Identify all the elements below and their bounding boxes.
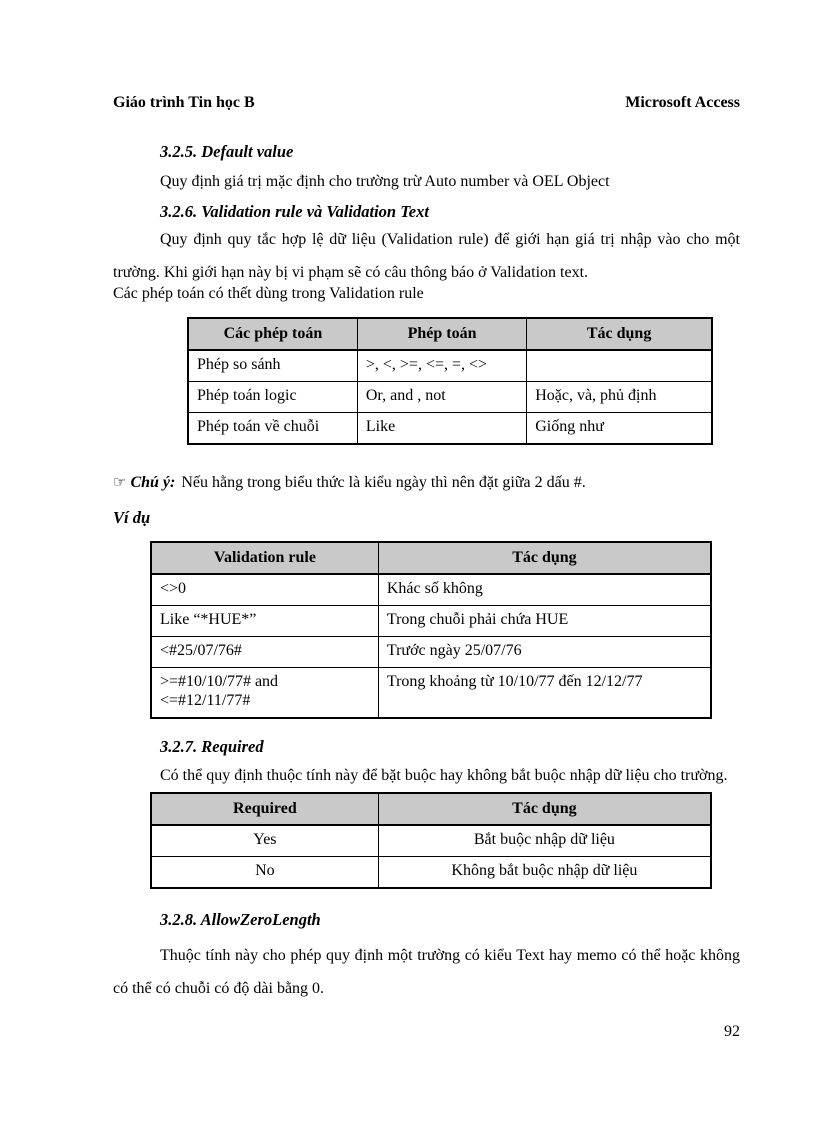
example-heading: Ví dụ [113,508,151,527]
table-cell: Giống như [527,413,712,445]
table-cell: Khác số không [378,574,711,606]
section-body-328: Thuộc tính này cho phép quy định một trường có kiểu Text hay memo có thể hoặc không có thể có chuỗi có độ dài bằng 0. [113,947,740,997]
section-heading-325: 3.2.5. Default value [160,142,294,161]
table-row [151,825,711,857]
table-header-cell: Required [151,793,378,825]
table-cell: Like “*HUE*” [151,606,378,637]
section-heading-328: 3.2.8. AllowZeroLength [160,910,321,929]
required-table [150,792,712,889]
table-header-cell: Tác dụng [378,542,711,574]
section-body-327: Có thể quy định thuộc tính này để bặt buộc hay không bắt buộc nhập dữ liệu cho trường. [160,767,728,784]
table-cell: Trong khoảng từ 10/10/77 đến 12/12/77 [378,668,711,719]
table-cell: <#25/07/76# [151,637,378,668]
table-row [188,413,712,445]
note-line [113,471,740,494]
table-cell: Like [357,413,526,445]
operators-table-intro: Các phép toán có thết dùng trong Validation rule [113,285,424,302]
table-cell: Hoặc, và, phủ định [527,382,712,413]
table-row [188,350,712,382]
table-cell: >, <, >=, <=, =, <> [357,350,526,382]
header-left-title: Giáo trình Tin học B [113,94,255,111]
table-header-row [188,318,712,350]
table-header-cell: Phép toán [357,318,526,350]
table-cell: Or, and , not [357,382,526,413]
table-header-cell: Tác dụng [378,793,711,825]
section-body-326: Quy định quy tắc hợp lệ dữ liệu (Validation rule) để giới hạn giá trị nhập vào cho một trường. Khi giới hạn này bị vi phạm sẽ có câu thông báo ở Validation text. [113,231,740,281]
table-cell: Phép toán về chuỗi [188,413,357,445]
table-row [151,606,711,637]
operators-table [187,317,713,445]
section-body-325: Quy định giá trị mặc định cho trường trừ Auto number và OEL Object [160,173,610,190]
section-heading-327: 3.2.7. Required [160,737,264,756]
table-row [151,668,711,719]
table-header-cell: Validation rule [151,542,378,574]
page-number: 92 [724,1023,740,1040]
table-cell: Trước ngày 25/07/76 [378,637,711,668]
note-text: Nếu hằng trong biểu thức là kiểu ngày thì nên đặt giữa 2 dấu #. [181,474,586,491]
header-right-title: Microsoft Access [625,94,740,111]
table-row [151,574,711,606]
table-cell: <>0 [151,574,378,606]
table-header-cell: Tác dụng [527,318,712,350]
page-header [113,93,740,113]
table-cell: Bắt buộc nhập dữ liệu [378,825,711,857]
table-cell: Phép toán logic [188,382,357,413]
table-row [151,637,711,668]
table-cell: Yes [151,825,378,857]
note-label: Chú ý: [130,474,176,491]
table-header-row [151,793,711,825]
validation-examples-table [150,541,712,719]
table-cell: Trong chuỗi phải chứa HUE [378,606,711,637]
table-row [151,857,711,889]
table-cell: No [151,857,378,889]
pointing-hand-icon: ☞ [113,473,127,491]
section-heading-326: 3.2.6. Validation rule và Validation Text [160,202,429,221]
table-cell [527,350,712,382]
table-row [188,382,712,413]
table-cell: >=#10/10/77# and <=#12/11/77# [151,668,378,719]
table-header-row [151,542,711,574]
table-cell: Phép so sánh [188,350,357,382]
table-cell: Không bắt buộc nhập dữ liệu [378,857,711,889]
table-header-cell: Các phép toán [188,318,357,350]
